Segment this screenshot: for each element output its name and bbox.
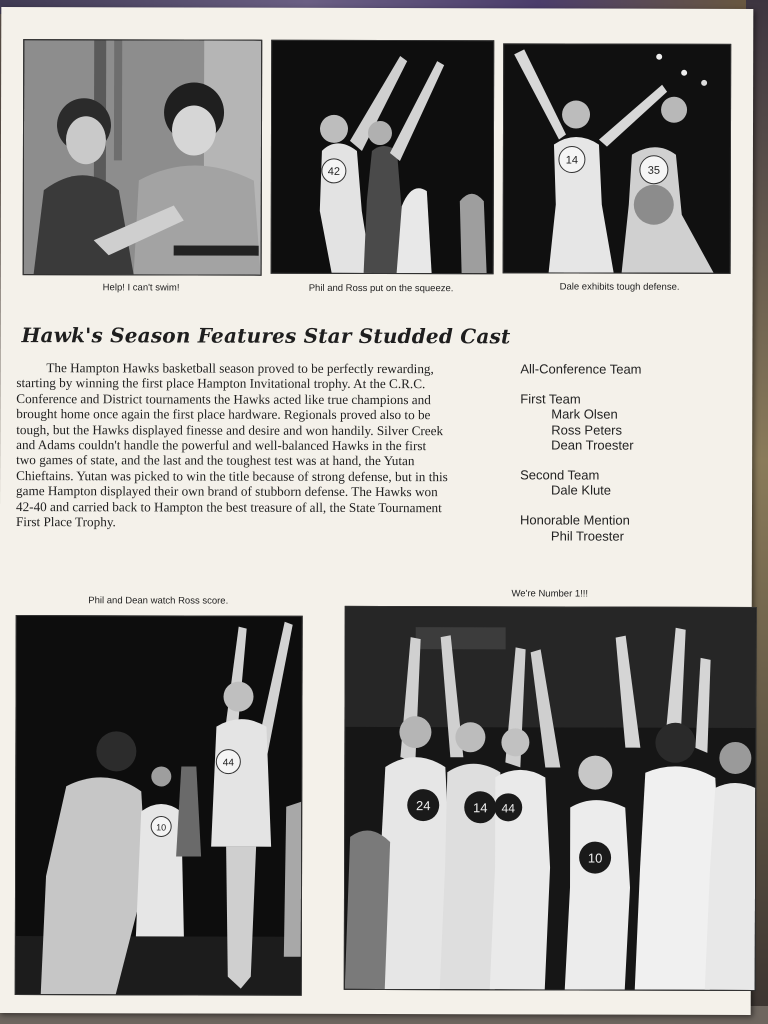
jersey-number: 44 [501,801,515,816]
photo-squeeze [271,40,495,275]
photo-illustration [504,44,731,273]
all-conference-list [520,361,741,558]
article-headline: Hawk's Season Features Star Studded Cast [21,323,511,349]
jersey-number: 44 [222,757,234,769]
jersey-number: 24 [415,798,431,814]
group-heading: Second Team [520,467,600,483]
yearbook-page [0,7,753,1015]
photo-watch-ross-score [15,615,303,996]
jersey-number: 10 [587,850,603,866]
jersey-number: 10 [156,822,167,833]
jersey-number: 14 [565,154,579,167]
photo-help-cant-swim [23,39,263,276]
photo-illustration [24,40,262,275]
player-name: Phil Troester [550,528,624,544]
honors-group-honorable-mention [520,513,740,544]
photo-caption: Phil and Dean watch Ross score. [88,595,229,607]
player-name: Dale Klute [551,482,612,498]
photo-caption: Dale exhibits tough defense. [559,281,680,293]
player-name: Ross Peters [551,422,623,438]
jersey-number: 42 [327,165,341,178]
honors-group-first-team [520,392,740,453]
photo-illustration [272,41,494,274]
photo-were-number-one [344,606,757,991]
photo-illustration [16,616,302,995]
article-body: The Hampton Hawks basketball season proved to be perfectly rewarding, starting by winning the first place Hampton Invitational trophy. At the C.R.C. Conference and District tournaments the Hawks acted like true champions and brought home once again the first place hardware. Regionals proved also to be tough, but the Hawks displayed finesse and desire and won handily. Silver Creek and Adams couldn't handle the powerful and well-balanced Hawks in the first two games of state, and the last and the toughest test was at hand, the Yutan Chieftains. Yutan was picked to win the title because of strong defense, but in this game Hampton displayed their own brand of stubborn defense. The Hawks won 42-40 and carried back to Hampton the best treasure of all, the State Tournament First Place Trophy. [15,360,448,530]
photo-caption: Help! I can't swim! [102,282,180,294]
honors-group-second-team [520,467,740,498]
photo-caption: We're Number 1!!! [511,588,589,600]
group-heading: Honorable Mention [519,512,630,529]
photo-tough-defense [503,43,732,274]
honors-title: All-Conference Team [520,361,642,377]
player-name: Mark Olsen [551,406,618,423]
photo-caption: Phil and Ross put on the squeeze. [308,282,454,295]
jersey-number: 35 [647,164,661,177]
jersey-number: 14 [472,800,488,816]
group-heading: First Team [520,391,581,407]
photo-illustration [345,607,756,990]
player-name: Dean Troester [551,437,634,453]
